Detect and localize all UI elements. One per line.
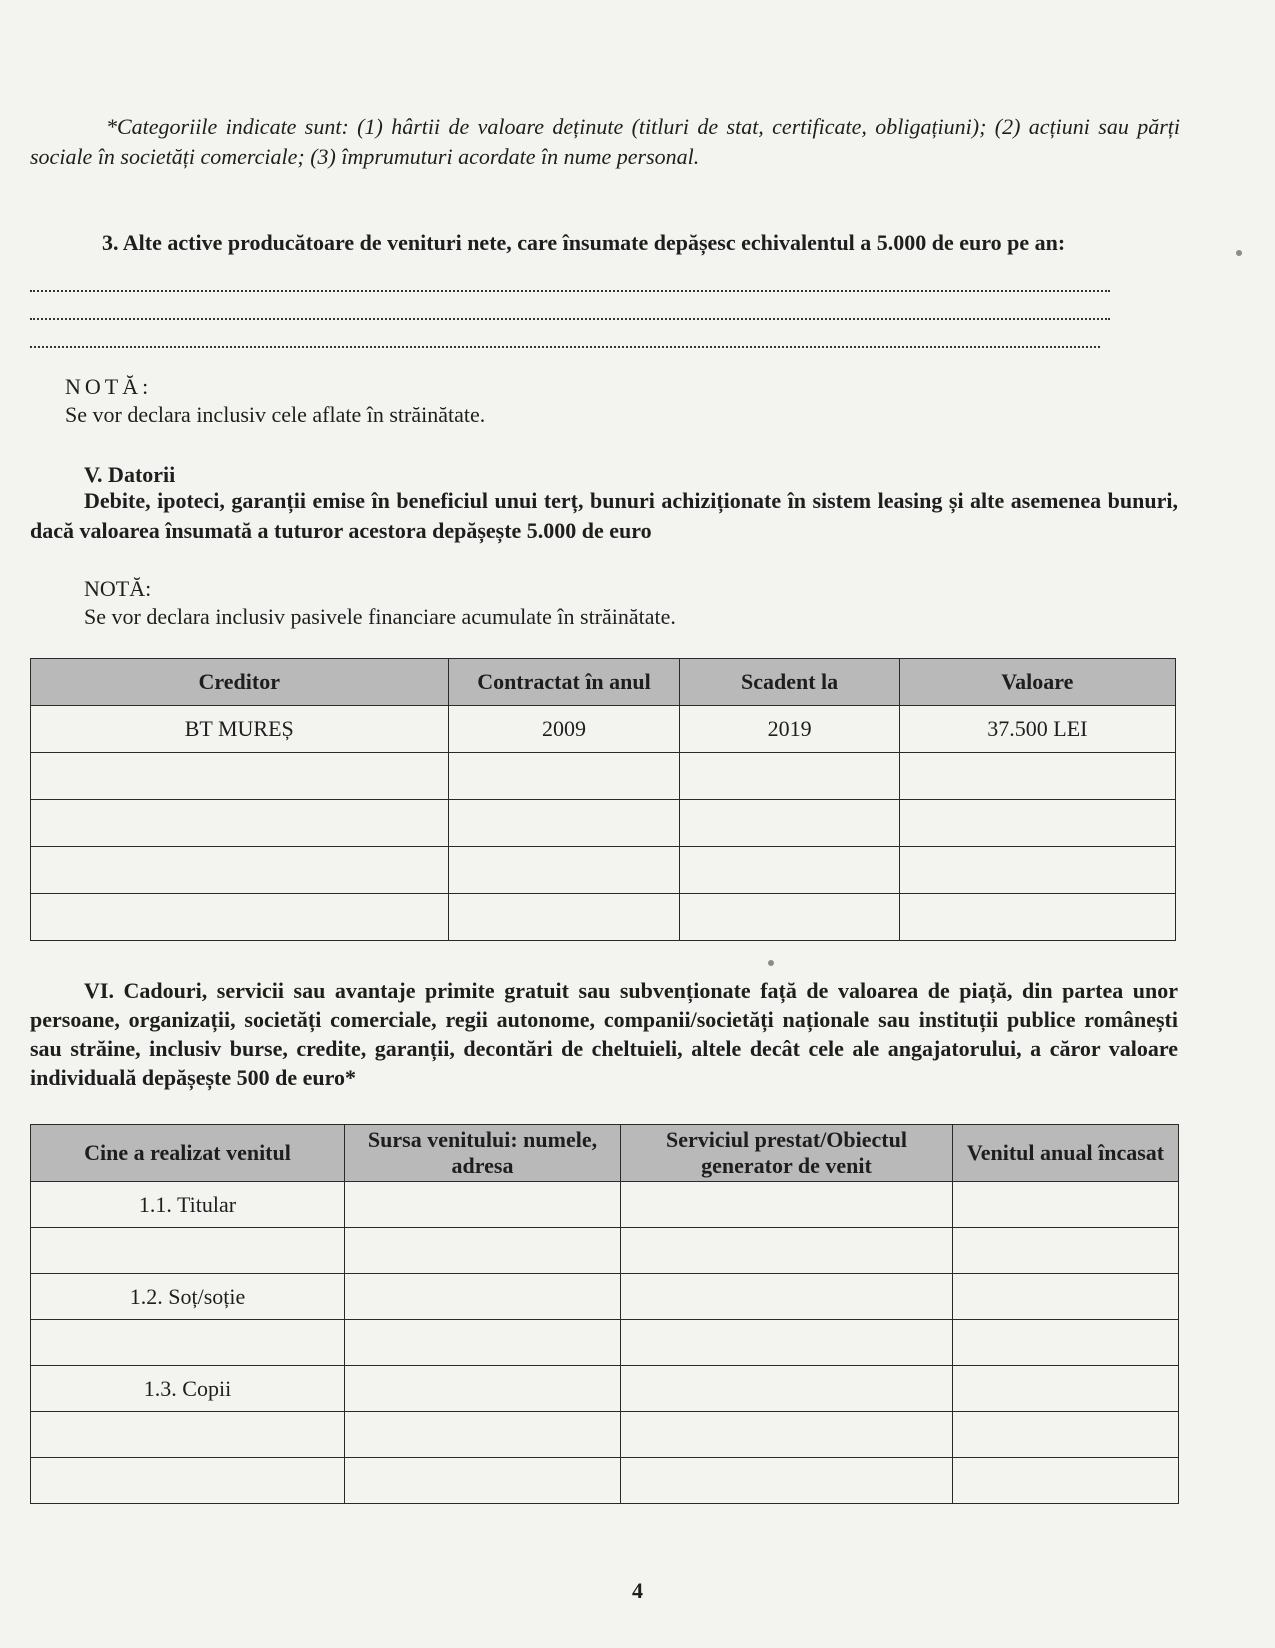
table-cell: 1.2. Soț/soție <box>31 1274 345 1320</box>
table-row <box>31 1320 1179 1366</box>
column-header: Scadent la <box>680 659 899 706</box>
debts-table <box>30 658 1176 941</box>
table-row <box>31 1458 1179 1504</box>
gifts-table <box>30 1124 1179 1504</box>
table-cell <box>953 1366 1179 1412</box>
categories-footnote: *Categoriile indicate sunt: (1) hârtii de valoare deținute (titluri de stat, certificate, obligațiuni); (2) acțiuni sau părți sociale în societăți comerciale; (3) împrumuturi acordate în nume personal. <box>30 114 1180 169</box>
table-cell <box>345 1366 621 1412</box>
table-cell: 1.1. Titular <box>31 1182 345 1228</box>
table-row <box>31 1412 1179 1458</box>
table-cell <box>31 847 449 894</box>
table-cell <box>448 894 680 941</box>
dotted-line-1 <box>30 290 1110 292</box>
table-cell <box>953 1320 1179 1366</box>
dotted-line-2 <box>30 318 1110 320</box>
table-cell <box>31 894 449 941</box>
section-6-title: VI. Cadouri, servicii sau avantaje primite gratuit sau subvenționate față de valoarea de piață, din partea unor persoane, organizații, societăți comerciale, regii autonome, companii/societăți naționale sau instituții publice românești sau străine, inclusiv burse, credite, garanții, decontări de cheltuieli, altele decât cele ale angajatorului, a căror valoare individuală depășește 500 de euro* <box>30 978 1178 1090</box>
table-cell <box>680 753 899 800</box>
table-cell <box>448 847 680 894</box>
table-cell: 2019 <box>680 706 899 753</box>
table-cell: 2009 <box>448 706 680 753</box>
table-row <box>31 1228 1179 1274</box>
section-3-title: 3. Alte active producătoare de venituri nete, care însumate depășesc echivalentul a 5.000 de euro pe an: <box>102 230 1066 255</box>
table-cell <box>448 800 680 847</box>
table-cell <box>621 1320 953 1366</box>
section-5-title: V. Datorii <box>84 462 176 487</box>
table-cell: 1.3. Copii <box>31 1366 345 1412</box>
table-header-row <box>31 1125 1179 1182</box>
table-row <box>31 753 1176 800</box>
column-header: Venitul anual încasat <box>953 1125 1179 1182</box>
column-header: Valoare <box>899 659 1175 706</box>
note-text: Se vor declara inclusiv pasivele financiare acumulate în străinătate. <box>84 604 676 629</box>
table-cell <box>621 1366 953 1412</box>
table-cell <box>899 753 1175 800</box>
scan-speck <box>768 960 774 966</box>
table-row <box>31 1182 1179 1228</box>
note-label: NOTĂ: <box>65 374 153 399</box>
table-cell <box>953 1412 1179 1458</box>
table-cell <box>31 800 449 847</box>
table-cell <box>899 800 1175 847</box>
column-header: Serviciul prestat/Obiectul generator de venit <box>621 1125 953 1182</box>
column-header: Contractat în anul <box>448 659 680 706</box>
table-cell: BT MUREȘ <box>31 706 449 753</box>
table-cell <box>345 1228 621 1274</box>
column-header: Sursa venitului: numele, adresa <box>345 1125 621 1182</box>
section-5-description: Debite, ipoteci, garanții emise în beneficiul unui terț, bunuri achiziționate în sistem leasing și alte asemenea bunuri, dacă valoarea însumată a tuturor acestora depășește 5.000 de euro <box>30 488 1178 543</box>
dotted-line-3 <box>30 346 1100 348</box>
column-header: Creditor <box>31 659 449 706</box>
table-cell <box>31 1412 345 1458</box>
table-cell <box>899 847 1175 894</box>
table-cell <box>621 1412 953 1458</box>
table-header-row <box>31 659 1176 706</box>
table-cell <box>345 1412 621 1458</box>
table-cell <box>953 1274 1179 1320</box>
table-row <box>31 1274 1179 1320</box>
table-cell <box>31 753 449 800</box>
table-cell <box>31 1320 345 1366</box>
table-cell <box>680 894 899 941</box>
table-cell <box>345 1274 621 1320</box>
table-cell <box>345 1182 621 1228</box>
table-cell <box>899 894 1175 941</box>
table-cell <box>31 1458 345 1504</box>
note-label: NOTĂ: <box>84 576 152 601</box>
table-cell <box>680 800 899 847</box>
note-text: Se vor declara inclusiv cele aflate în străinătate. <box>65 402 486 427</box>
table-row <box>31 706 1176 753</box>
table-cell <box>621 1458 953 1504</box>
table-cell <box>621 1228 953 1274</box>
table-row <box>31 800 1176 847</box>
table-row <box>31 894 1176 941</box>
table-row <box>31 847 1176 894</box>
table-cell <box>345 1320 621 1366</box>
scan-speck <box>1236 250 1242 256</box>
page-number: 4 <box>632 1578 643 1603</box>
table-cell <box>953 1458 1179 1504</box>
table-cell <box>953 1228 1179 1274</box>
table-cell <box>345 1458 621 1504</box>
table-cell <box>31 1228 345 1274</box>
table-row <box>31 1366 1179 1412</box>
column-header: Cine a realizat venitul <box>31 1125 345 1182</box>
table-cell <box>448 753 680 800</box>
table-cell: 37.500 LEI <box>899 706 1175 753</box>
table-cell <box>621 1274 953 1320</box>
table-cell <box>953 1182 1179 1228</box>
table-cell <box>680 847 899 894</box>
table-cell <box>621 1182 953 1228</box>
